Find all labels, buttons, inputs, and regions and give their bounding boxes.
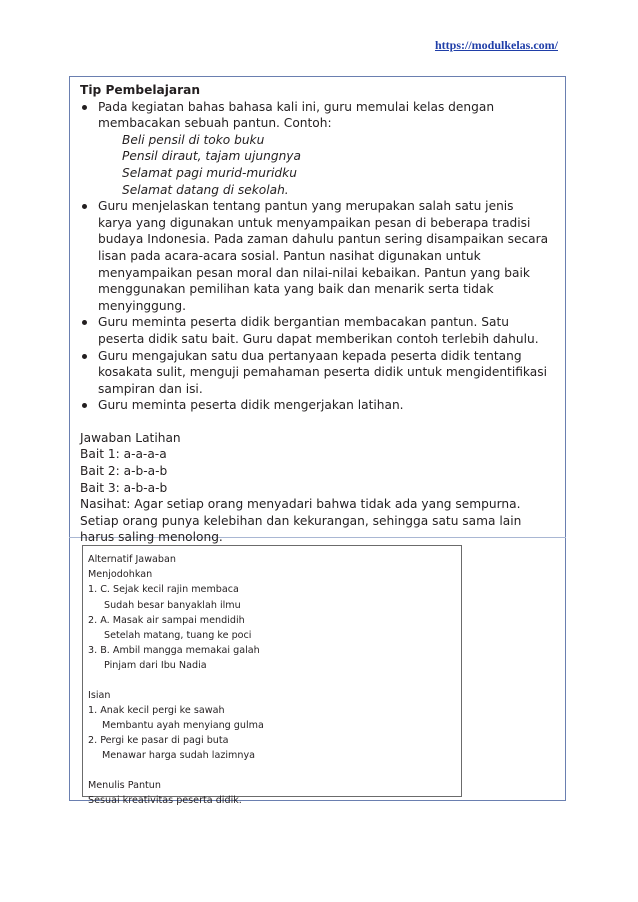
latihan-line: Bait 2: a-b-a-b: [80, 464, 168, 479]
alternatif-title: Alternatif Jawaban: [88, 554, 176, 565]
tip-section: [80, 82, 550, 546]
poem: [98, 132, 550, 198]
isian-item-line2: Menawar harga sudah lazimnya: [102, 750, 256, 762]
tip-list: [80, 99, 550, 414]
tip-bullet: [80, 397, 550, 414]
tip-bullet-text: Guru meminta peserta didik bergantian membacakan pantun. Satu peserta didik satu bait. Guru dapat memberikan contoh terlebih dahulu.: [98, 315, 539, 346]
menjodohkan-item-line2: Setelah matang, tuang ke poci: [104, 630, 252, 642]
tip-bullet-text: Guru meminta peserta didik mengerjakan latihan.: [98, 398, 404, 413]
isian-item: 2. Pergi ke pasar di pagi buta: [88, 735, 229, 747]
menjodohkan-item: 1. C. Sejak kecil rajin membaca: [88, 584, 239, 596]
tip-bullet-text: Pada kegiatan bahas bahasa kali ini, guru memulai kelas dengan membacakan sebuah pantun. Contoh:: [98, 99, 495, 131]
menjodohkan-item-line2: Pinjam dari Ibu Nadia: [104, 660, 207, 672]
alternatif-jawaban-box: [82, 545, 462, 806]
menulis-text: Sesuai kreativitas peserta didik.: [88, 794, 242, 806]
tip-bullet: [80, 99, 550, 199]
spacer: [80, 414, 550, 430]
poem-line: Beli pensil di toko buku: [122, 132, 265, 147]
header-url-link[interactable]: https://modulkelas.com/: [434, 38, 558, 52]
poem-line: Selamat pagi murid-muridku: [122, 165, 297, 180]
isian-item: 1. Anak kecil pergi ke sawah: [88, 704, 225, 716]
tip-bullet-text: Guru menjelaskan tentang pantun yang merupakan salah satu jenis karya yang digunakan untuk menyampaikan pesan di beberapa tradisi budaya Indonesia. Pada zaman dahulu pantun sering disampaikan secara lisan pada acara-acara sosial. Pantun nasihat digunakan untuk menyampaikan pesan moral dan nilai-nilai kebaikan. Pantun yang baik menggunakan pemilihan kata yang baik dan menarik serta tidak menyinggung.: [98, 199, 549, 313]
tip-bullet: [80, 348, 550, 398]
latihan-title: Jawaban Latihan: [80, 430, 181, 445]
menjodohkan-item: 2. A. Masak air sampai mendidih: [88, 614, 245, 626]
menjodohkan-item-line2: Sudah besar banyaklah ilmu: [104, 599, 241, 611]
latihan-nasihat: Nasihat: Agar setiap orang menyadari bahwa tidak ada yang sempurna. Setiap orang punya kelebihan dan kekurangan, sehingga satu sama lain harus saling menolong.: [80, 497, 522, 545]
menjodohkan-item: 3. B. Ambil mangga memakai galah: [88, 645, 260, 657]
spacer: [88, 674, 455, 688]
isian-title: Isian: [88, 689, 111, 701]
poem-line: Selamat datang di sekolah.: [122, 182, 289, 197]
tip-bullet: [80, 314, 550, 347]
tip-bullet-text: Guru mengajukan satu dua pertanyaan kepada peserta didik tentang kosakata sulit, menguji pemahaman peserta didik untuk mengidentifikasi sampiran dan isi.: [98, 348, 547, 396]
menjodohkan-title: Menjodohkan: [88, 569, 153, 581]
tip-title: Tip Pembelajaran: [80, 83, 201, 97]
menulis-title: Menulis Pantun: [88, 779, 161, 791]
isian-item-line2: Membantu ayah menyiang gulma: [102, 720, 264, 732]
tip-bullet: [80, 198, 550, 314]
latihan-line: Bait 3: a-b-a-b: [80, 480, 168, 495]
spacer: [88, 764, 455, 778]
latihan-line: Bait 1: a-a-a-a: [80, 447, 167, 462]
poem-line: Pensil diraut, tajam ujungnya: [122, 149, 301, 164]
